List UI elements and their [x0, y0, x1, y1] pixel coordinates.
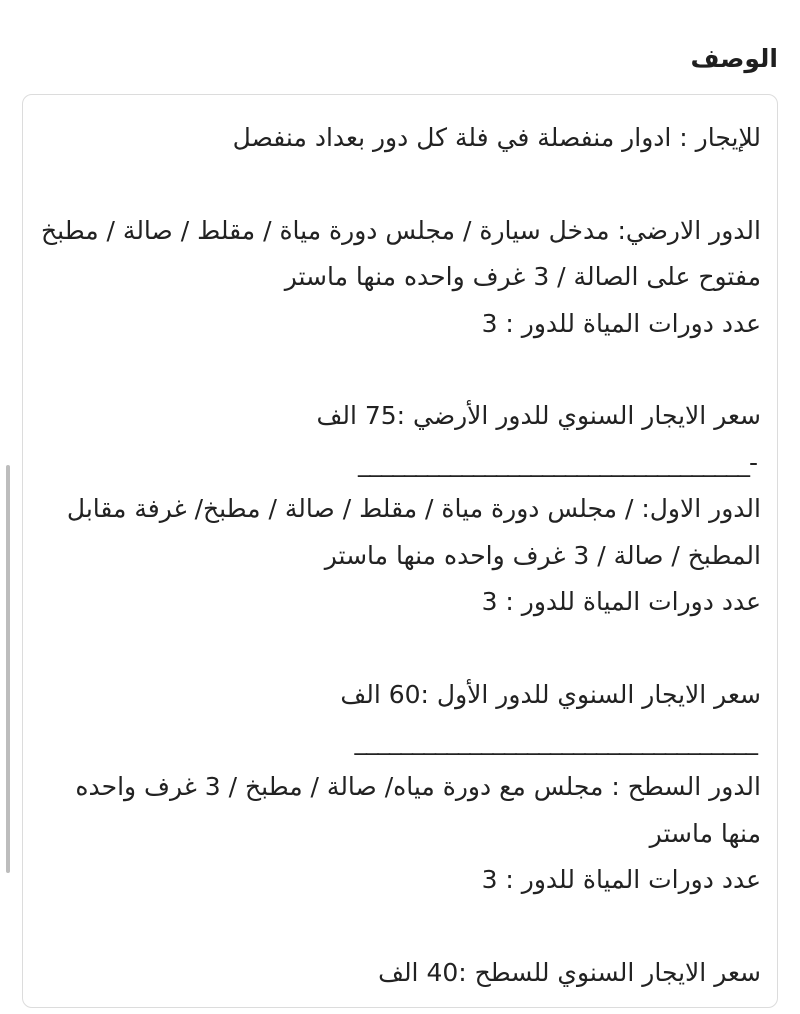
description-card: [22, 94, 778, 1008]
blank-line: [35, 904, 761, 950]
first-floor-price: سعر الايجار السنوي للدور الأول :60 الف: [340, 679, 761, 709]
roof-floor-bathrooms: عدد دورات المياة للدور : 3: [481, 865, 761, 895]
ground-floor-bathrooms: عدد دورات المياة للدور : 3: [481, 308, 761, 338]
description-text: [35, 115, 761, 996]
ground-floor-price: سعر الايجار السنوي للدور الأرضي :75 الف: [316, 401, 761, 431]
blank-line: [35, 625, 761, 671]
divider-line: __________________________________-: [357, 447, 757, 477]
ground-floor-line-2: مفتوح على الصالة / 3 غرف واحده منها ماستر: [284, 262, 761, 292]
first-floor-bathrooms: عدد دورات المياة للدور : 3: [481, 586, 761, 616]
scrollbar-thumb[interactable]: [6, 465, 10, 873]
divider-line: ___________________________________: [354, 726, 757, 756]
first-floor-line-2: المطبخ / صالة / 3 غرف واحده منها ماستر: [324, 540, 761, 570]
blank-line: [35, 161, 761, 207]
roof-floor-line-2: منها ماستر: [649, 818, 761, 848]
roof-floor-line-1: الدور السطح : مجلس مع دورة مياه/ صالة / مطبخ / 3 غرف واحده: [75, 772, 761, 802]
intro-line: للإيجار : ادوار منفصلة في فلة كل دور بعداد منفصل: [232, 123, 761, 152]
first-floor-line-1: الدور الاول: / مجلس دورة مياة / مقلط / صالة / مطبخ/ غرفة مقابل: [66, 494, 761, 524]
ground-floor-line-1: الدور الارضي: مدخل سيارة / مجلس دورة مياة / مقلط / صالة / مطبخ: [41, 215, 761, 245]
blank-line: [35, 347, 761, 393]
section-title: الوصف: [690, 44, 778, 73]
roof-floor-price: سعر الايجار السنوي للسطح :40 الف: [378, 958, 761, 988]
